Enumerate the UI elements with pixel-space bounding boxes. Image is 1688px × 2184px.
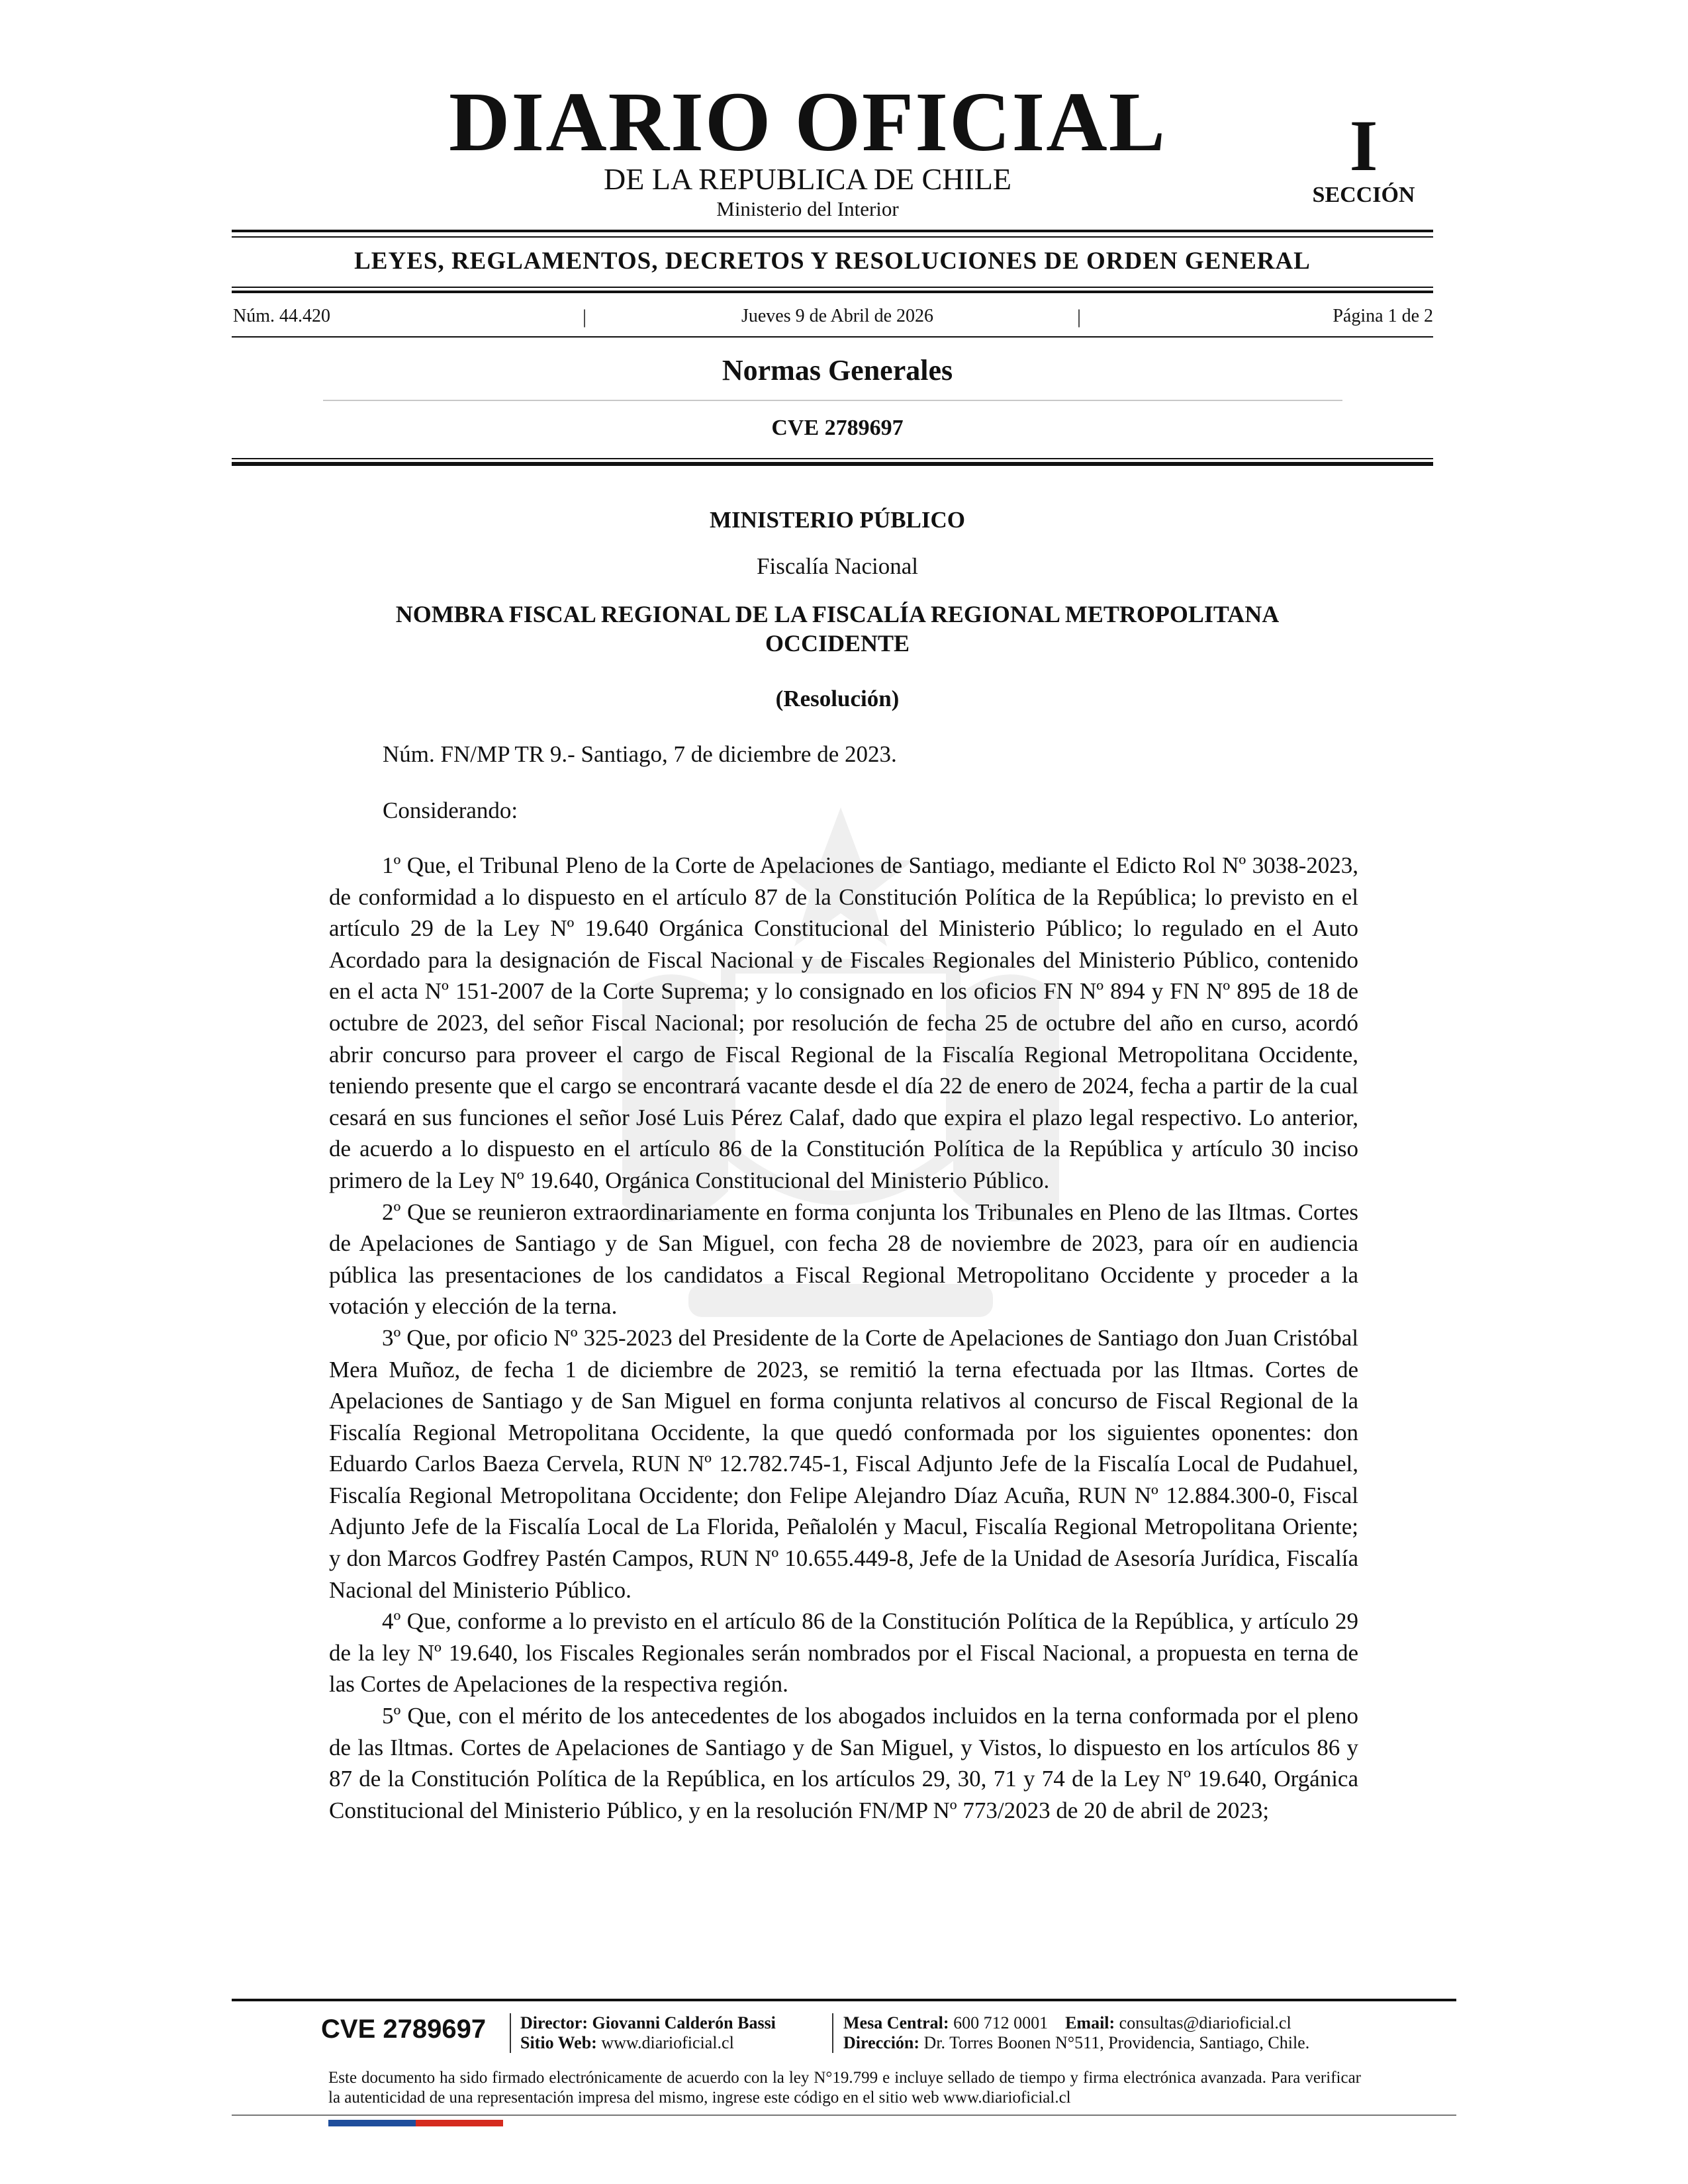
cve-code: CVE 2789697 [771,416,904,440]
category-divider [323,400,1342,401]
document-type: (Resolución) [775,686,900,711]
paragraph: 2º Que se reunieron extraordinariamente en forma conjunta los Tribunales en Pleno de las Iltmas. Cortes de Apelaciones de Santiago y de San Miguel, con fecha 28 de noviembre de 2023, para oír en audiencia pública las presentaciones de los candidatos a Fiscal Regional Metropolitano Occidente y proceder a la votación y elección de la terna. [329,1199,1358,1320]
department-heading: Fiscalía Nacional [757,553,918,579]
issue-rule [232,336,1433,338]
issue-separator: | [1077,306,1082,328]
section-number: I [1349,105,1378,186]
category-title: Normas Generales [722,354,953,387]
masthead-subtitle: DE LA REPUBLICA DE CHILE [604,162,1011,196]
considering-label: Considerando: [383,797,518,823]
paragraph: 5º Que, con el mérito de los antecedentes de los abogados incluidos en la terna conformada por el pleno de las Iltmas. Cortes de Apelaciones de Santiago y de San Miguel, y Vistos, lo dispuesto en los artículos 86 y 87 de la Constitución Política de la República, en los artículos 29, 30, 71 y 74 de la Ley Nº 19.640, Orgánica Constitucional del Ministerio Público, y en la resolución FN/MP Nº 773/2023 de 20 de abril de 2023; [329,1703,1358,1823]
document-title-line: NOMBRA FISCAL REGIONAL DE LA FISCALÍA REGIONAL METROPOLITANA [395,601,1280,627]
paragraph: 4º Que, conforme a lo previsto en el artículo 86 de la Constitución Política de la República, y artículo 29 de la ley Nº 19.640, los Fiscales Regionales serán nombrados por el Fiscal Nacional, a propuesta en terna de las Cortes de Apelaciones de la respectiva región. [329,1608,1358,1698]
top-rule-thin [232,236,1433,238]
laws-banner: LEYES, REGLAMENTOS, DECRETOS Y RESOLUCIONES DE ORDEN GENERAL [354,248,1311,275]
footer-cve: CVE 2789697 [321,2015,487,2044]
footer-bottom-rule [232,2115,1456,2116]
signature-note: Este documento ha sido firmado electrónicamente de acuerdo con la ley N°19.799 e incluye sellado de tiempo y firma electrónica avanzada. Para verificar la autenticidad de una representación impresa del mismo, ingrese este código en el sitio web www.diarioficial.cl [328,2069,1361,2107]
document-title-line: OCCIDENTE [765,630,910,657]
masthead-title: DIARIO OFICIAL [448,75,1167,169]
document-body [329,850,1358,1826]
section-label: SECCIÓN [1312,183,1415,207]
banner-rule-thick [232,291,1433,293]
flag-stripe-blue [328,2120,416,2126]
resolution-reference: Núm. FN/MP TR 9.- Santiago, 7 de diciembre de 2023. [383,741,897,767]
paragraph: 1º Que, el Tribunal Pleno de la Corte de Apelaciones de Santiago, mediante el Edicto Rol Nº 3038-2023, de conformidad a lo dispuesto en el artículo 87 de la Constitución Política de la República; lo previsto en el artículo 29 de la Ley Nº 19.640 Orgánica Constitucional del Ministerio Público; lo regulado en el Auto Acordado para la designación de Fiscal Nacional y de Fiscales Regionales del Ministerio Público, contenido en el acta Nº 151-2007 de la Corte Suprema; y lo consignado en los oficios FN Nº 894 y FN Nº 895 de 18 de octubre de 2023, del señor Fiscal Nacional; por resolución de fecha 25 de octubre del año en curso, acordó abrir concurso para proveer el cargo de Fiscal Regional de la Fiscalía Regional Metropolitana Occidente, teniendo presente que el cargo se encontrará vacante desde el día 22 de enero de 2024, fecha a partir de la cual cesará en sus funciones el señor José Luis Pérez Calaf, dado que expira el plazo legal respectivo. Lo anterior, de acuerdo a lo dispuesto en el artículo 86 de la Constitución Política de la República y artículo 30 inciso primero de la Ley Nº 19.640, Orgánica Constitucional del Ministerio Público. [329,852,1358,1193]
banner-rule-thin [232,287,1433,288]
top-rule-thick [232,230,1433,232]
footer-director [520,2013,776,2053]
address-value: Dr. Torres Boonen N°511, Providencia, Santiago, Chile. [923,2033,1310,2052]
address-label: Dirección: [843,2033,920,2052]
director-label: Director: [520,2013,588,2032]
site-link[interactable]: www.diarioficial.cl [601,2033,734,2052]
document-title [0,600,1681,658]
email-link[interactable]: consultas@diarioficial.cl [1119,2013,1291,2032]
footer-rule [232,1999,1456,2001]
issue-separator: | [583,306,587,328]
header-rule-thin [232,458,1433,459]
footer-contact [843,2013,1309,2053]
masthead-ministry: Ministerio del Interior [716,197,899,220]
organization-heading: MINISTERIO PÚBLICO [709,507,966,533]
header-rule-thick [232,462,1433,466]
issue-page: Página 1 de 2 [1333,306,1433,326]
footer-separator [510,2013,511,2053]
central-label: Mesa Central: [843,2013,949,2032]
director-value: Giovanni Calderón Bassi [592,2013,776,2032]
flag-stripe-red [416,2120,503,2126]
footer-separator [832,2013,833,2053]
email-label: Email: [1065,2013,1115,2032]
site-label: Sitio Web: [520,2033,597,2052]
issue-date: Jueves 9 de Abril de 2026 [741,306,934,326]
paragraph: 3º Que, por oficio Nº 325-2023 del Presidente de la Corte de Apelaciones de Santiago don Juan Cristóbal Mera Muñoz, de fecha 1 de diciembre de 2023, se remitió la terna efectuada por las Iltmas. Cortes de Apelaciones de Santiago y de San Miguel en forma conjunta relativos al concurso de Fiscal Regional de la Fiscalía Regional Metropolitana Occidente, la que quedó conformada por los siguientes oponentes: don Eduardo Carlos Baeza Cervela, RUN Nº 12.782.745-1, Fiscal Adjunto Jefe de la Fiscalía Local de Pudahuel, Fiscalía Regional Metropolitana Occidente; don Felipe Alejandro Díaz Acuña, RUN Nº 12.884.300-0, Fiscal Adjunto Jefe de la Fiscalía Local de La Florida, Peñalolén y Macul, Fiscalía Regional Metropolitana Oriente; y don Marcos Godfrey Pastén Campos, RUN Nº 10.655.449-8, Jefe de la Unidad de Asesoría Jurídica, Fiscalía Nacional del Ministerio Público. [329,1324,1358,1603]
issue-number: Núm. 44.420 [233,306,330,326]
central-value: 600 712 0001 [953,2013,1049,2032]
